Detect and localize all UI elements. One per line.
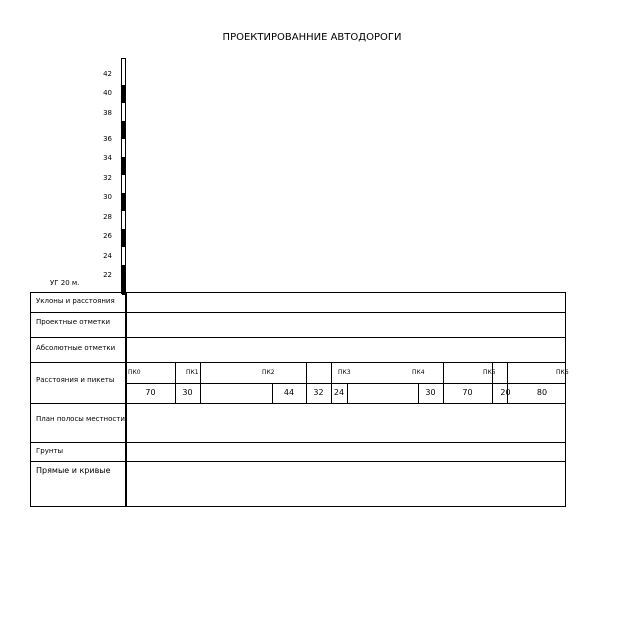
row-label-curves: Прямые и кривые [36, 466, 111, 475]
picket-label: ПК3 [338, 369, 351, 376]
picket-label: ПК2 [262, 369, 275, 376]
scale-label: УГ 20 м. [50, 279, 80, 287]
scale-tick: 28 [103, 213, 112, 221]
scale-tick: 24 [103, 252, 112, 260]
scale-tick: 40 [103, 89, 112, 97]
row-label-design-marks: Проектные отметки [36, 318, 111, 326]
picket-label: ПК5 [483, 369, 496, 376]
distance-value: 32 [313, 388, 324, 397]
distance-value: 30 [425, 388, 436, 397]
distance-value: 70 [462, 388, 473, 397]
row-label-absolute-marks: Абсолютные отметки [36, 344, 116, 352]
distance-value: 80 [536, 388, 548, 397]
page-title: ПРОЕКТИРОВАННИЕ АВТОДОРОГИ [222, 32, 402, 43]
scale-tick: 26 [103, 232, 112, 240]
scale-tick: 22 [103, 271, 112, 279]
scale-tick: 32 [103, 174, 112, 182]
distance-value: 20 [500, 388, 511, 397]
picket-label: ПК4 [412, 369, 425, 376]
scale-tick: 38 [103, 109, 112, 117]
picket-label: ПК6 [556, 369, 569, 376]
row-label-plan: План полосы местности [36, 415, 125, 423]
distance-value: 44 [283, 388, 295, 397]
row-label-slopes: Уклоны и расстояния [36, 297, 115, 305]
scale-tick: 34 [103, 154, 112, 162]
scale-tick: 36 [103, 135, 112, 143]
distance-value: 70 [145, 388, 156, 397]
row-label-distances: Расстояния и пикеты [36, 376, 115, 384]
scale-tick: 42 [103, 70, 112, 78]
picket-label: ПК1 [186, 369, 199, 376]
row-label-soils: Грунты [36, 447, 64, 455]
distance-value: 30 [182, 388, 193, 397]
distance-value: 24 [333, 388, 345, 397]
picket-label: ПК0 [128, 369, 141, 376]
scale-tick: 30 [103, 193, 112, 201]
